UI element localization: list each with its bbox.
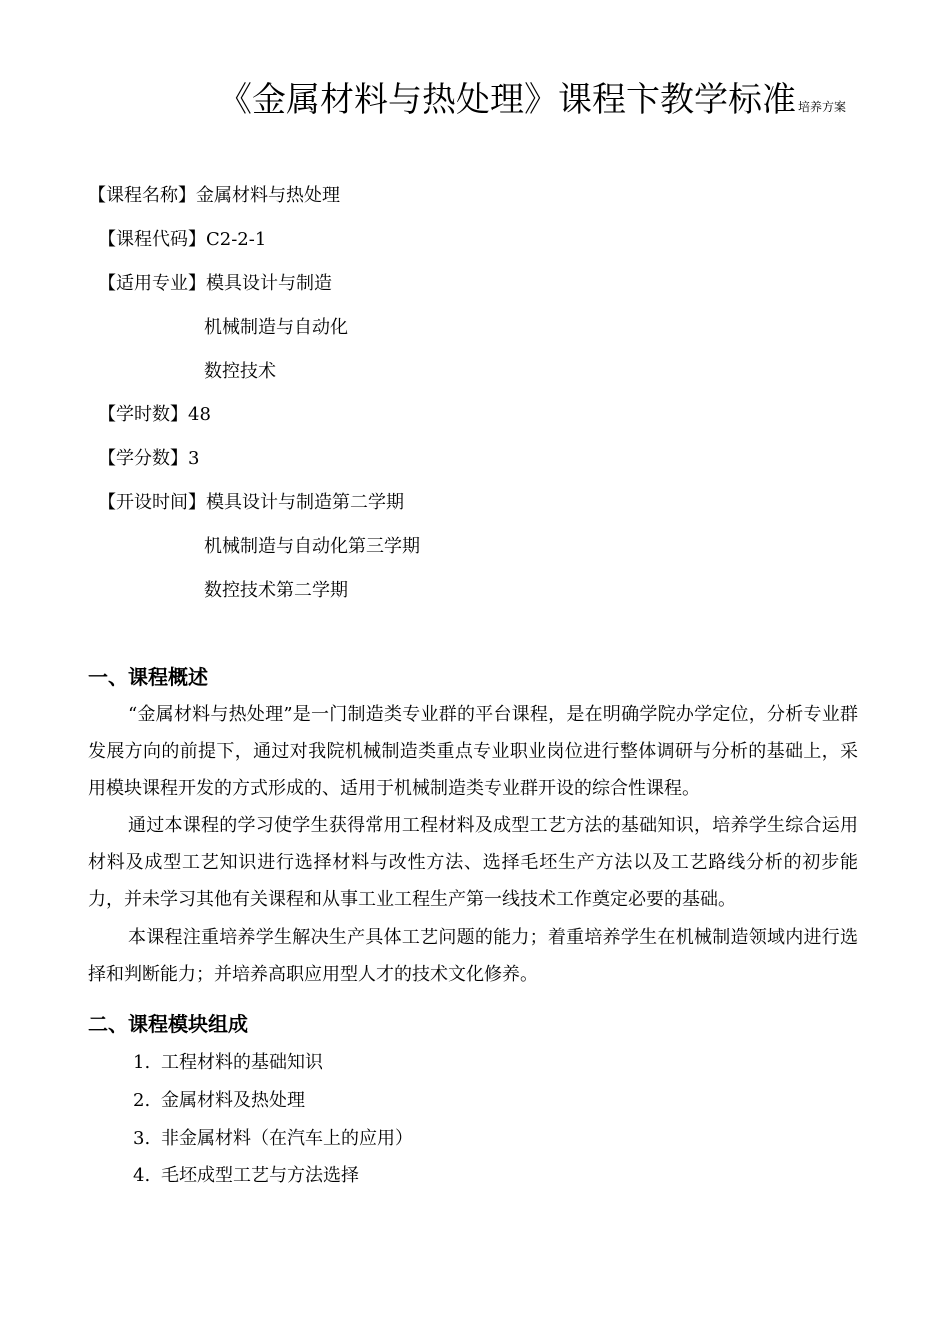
course-code-line (98, 225, 266, 251)
hours-value: 48 (188, 404, 211, 425)
document-title-row (218, 72, 846, 121)
overview-paragraph: “金属材料与热处理”是一门制造类专业群的平台课程，是在明确学院办学定位，分析专业群发展方向的前提下，通过对我院机械制造类重点专业职业岗位进行整体调研与分析的基础上，采用模块课程开发的方式形成的、适用于机械制造类专业群开设的综合性课程。 (88, 704, 858, 799)
course-name-line (88, 181, 340, 207)
list-item (133, 1161, 359, 1187)
major-item: 数控技术 (204, 361, 276, 382)
schedule-line (98, 488, 404, 514)
schedule-item: 模具设计与制造第二学期 (206, 492, 404, 513)
credits-label: 【学分数】 (98, 448, 188, 469)
schedule-item: 机械制造与自动化第三学期 (204, 536, 420, 557)
list-text: 毛坯成型工艺与方法选择 (161, 1165, 359, 1186)
course-name-label: 【课程名称】 (88, 185, 196, 206)
section-heading-overview: 一、课程概述 (88, 665, 208, 689)
credits-value: 3 (188, 448, 200, 469)
list-number: 4. (133, 1165, 151, 1186)
schedule-label: 【开设时间】 (98, 492, 206, 513)
course-code-label: 【课程代码】 (98, 229, 206, 250)
title-suffix: 培养方案 (798, 100, 847, 114)
list-item (133, 1124, 413, 1150)
major-item: 模具设计与制造 (206, 273, 332, 294)
list-item (133, 1086, 305, 1112)
list-number: 1. (133, 1052, 151, 1073)
schedule-item: 数控技术第二学期 (204, 580, 348, 601)
document-title: 《金属材料与热处理》课程卞教学标准 (218, 80, 796, 120)
hours-label: 【学时数】 (98, 404, 188, 425)
hours-line (98, 400, 211, 426)
course-code-value: C2-2-1 (206, 229, 267, 250)
major-item: 机械制造与自动化 (204, 317, 348, 338)
list-text: 工程材料的基础知识 (161, 1052, 323, 1073)
majors-line (98, 269, 332, 295)
list-item (133, 1048, 323, 1074)
list-number: 2. (133, 1090, 151, 1111)
list-number: 3. (133, 1128, 151, 1149)
section-heading-modules: 二、课程模块组成 (88, 1012, 248, 1036)
course-name-value: 金属材料与热处理 (196, 185, 340, 206)
majors-label: 【适用专业】 (98, 273, 206, 294)
overview-paragraph: 通过本课程的学习使学生获得常用工程材料及成型工艺方法的基础知识，培养学生综合运用材料及成型工艺知识进行选择材料与改性方法、选择毛坯生产方法以及工艺路线分析的初步能力，并未学习其他有关课程和从事工业工程生产第一线技术工作奠定必要的基础。 (88, 815, 858, 910)
list-text: 非金属材料（在汽车上的应用） (161, 1128, 413, 1149)
list-text: 金属材料及热处理 (161, 1090, 305, 1111)
credits-line (98, 444, 199, 470)
overview-paragraph: 本课程注重培养学生解决生产具体工艺问题的能力；着重培养学生在机械制造领域内进行选择和判断能力；并培养高职应用型人才的技术文化修养。 (88, 927, 858, 985)
